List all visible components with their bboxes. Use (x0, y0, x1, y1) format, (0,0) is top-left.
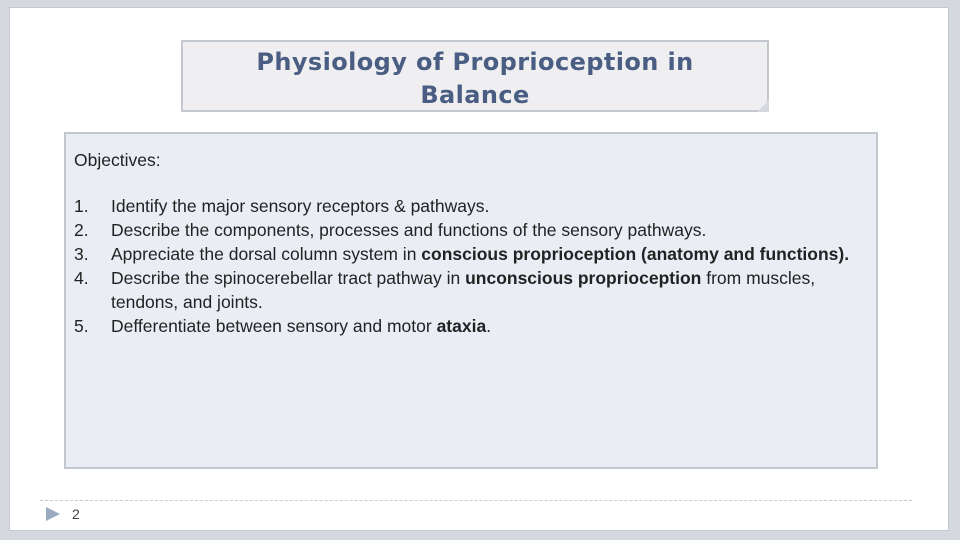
objective-text: Defferentiate between sensory and motor (111, 316, 437, 336)
objective-text: Describe the components, processes and functions of the sensory pathways. (111, 220, 707, 240)
objective-text: Appreciate the dorsal column system in (111, 244, 422, 264)
objective-item (74, 218, 868, 242)
footer-divider (40, 500, 912, 501)
objective-emphasis: ataxia (436, 316, 487, 336)
objective-number: 4. (74, 268, 89, 288)
objectives-list (74, 194, 868, 338)
objective-number: 1. (74, 196, 89, 216)
objective-number: 2. (74, 220, 89, 240)
objective-text: from muscles, tendons, and joints. (111, 268, 816, 312)
folded-corner (757, 100, 769, 112)
title-box (181, 40, 769, 112)
objective-item (74, 266, 868, 314)
objective-text: Identify the major sensory receptors & pathways. (111, 196, 490, 216)
objective-emphasis: unconscious proprioception (465, 268, 702, 288)
objective-emphasis: conscious proprioception (anatomy and functions). (421, 244, 850, 264)
objectives-heading: Objectives: (74, 150, 161, 170)
objective-item (74, 314, 868, 338)
objective-number: 3. (74, 244, 89, 264)
triangle-right-icon (46, 507, 60, 521)
objectives-box (64, 132, 878, 469)
slide-title: Physiology of Proprioception in Balance (256, 48, 694, 109)
objective-text: . (486, 316, 492, 336)
objective-item (74, 242, 868, 266)
objective-number: 5. (74, 316, 89, 336)
page-number: 2 (72, 506, 80, 522)
objective-item (74, 194, 868, 218)
objective-text: Describe the spinocerebellar tract pathway in (111, 268, 466, 288)
